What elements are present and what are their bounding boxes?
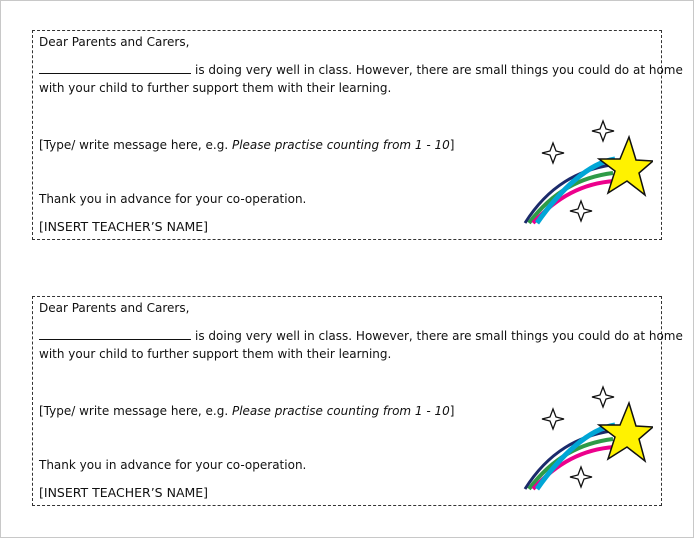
message-suffix: ] [449, 138, 455, 152]
parent-note-1 [32, 30, 683, 240]
sparkle-left [542, 409, 564, 429]
shooting-star-icon [519, 381, 653, 493]
message-suffix: ] [449, 404, 455, 418]
teacher-name-placeholder[interactable]: [INSERT TEACHER’S NAME] [39, 219, 209, 234]
sparkle-bottom [570, 467, 592, 487]
sentence-line-1 [39, 61, 683, 79]
sentence-text-1: is doing very well in class. However, there are small things you could do at home [195, 329, 683, 343]
thanks-line: Thank you in advance for your co-operation. [39, 458, 307, 472]
thanks-line: Thank you in advance for your co-operation. [39, 192, 307, 206]
message-prefix: [Type/ write message here, e.g. [39, 138, 232, 152]
shooting-star-icon [519, 115, 653, 227]
sparkle-top [592, 121, 614, 141]
message-example: Please practise counting from 1 - 10 [231, 404, 450, 418]
message-placeholder[interactable] [39, 402, 454, 420]
greeting: Dear Parents and Carers, [39, 301, 190, 315]
message-prefix: [Type/ write message here, e.g. [39, 404, 232, 418]
name-blank-line[interactable] [39, 328, 191, 340]
teacher-name-placeholder[interactable]: [INSERT TEACHER’S NAME] [39, 485, 209, 500]
big-star [599, 403, 653, 461]
sparkle-bottom [570, 201, 592, 221]
sparkle-top [592, 387, 614, 407]
sentence-text-1: is doing very well in class. However, there are small things you could do at home [195, 63, 683, 77]
message-placeholder[interactable] [39, 136, 454, 154]
big-star [599, 137, 653, 195]
sentence-line-2: with your child to further support them with their learning. [39, 81, 392, 95]
name-blank-line[interactable] [39, 62, 191, 74]
greeting: Dear Parents and Carers, [39, 35, 190, 49]
sentence-line-1 [39, 327, 683, 345]
sparkle-left [542, 143, 564, 163]
message-example: Please practise counting from 1 - 10 [231, 138, 450, 152]
parent-note-2 [32, 296, 683, 506]
sentence-line-2: with your child to further support them with their learning. [39, 347, 392, 361]
